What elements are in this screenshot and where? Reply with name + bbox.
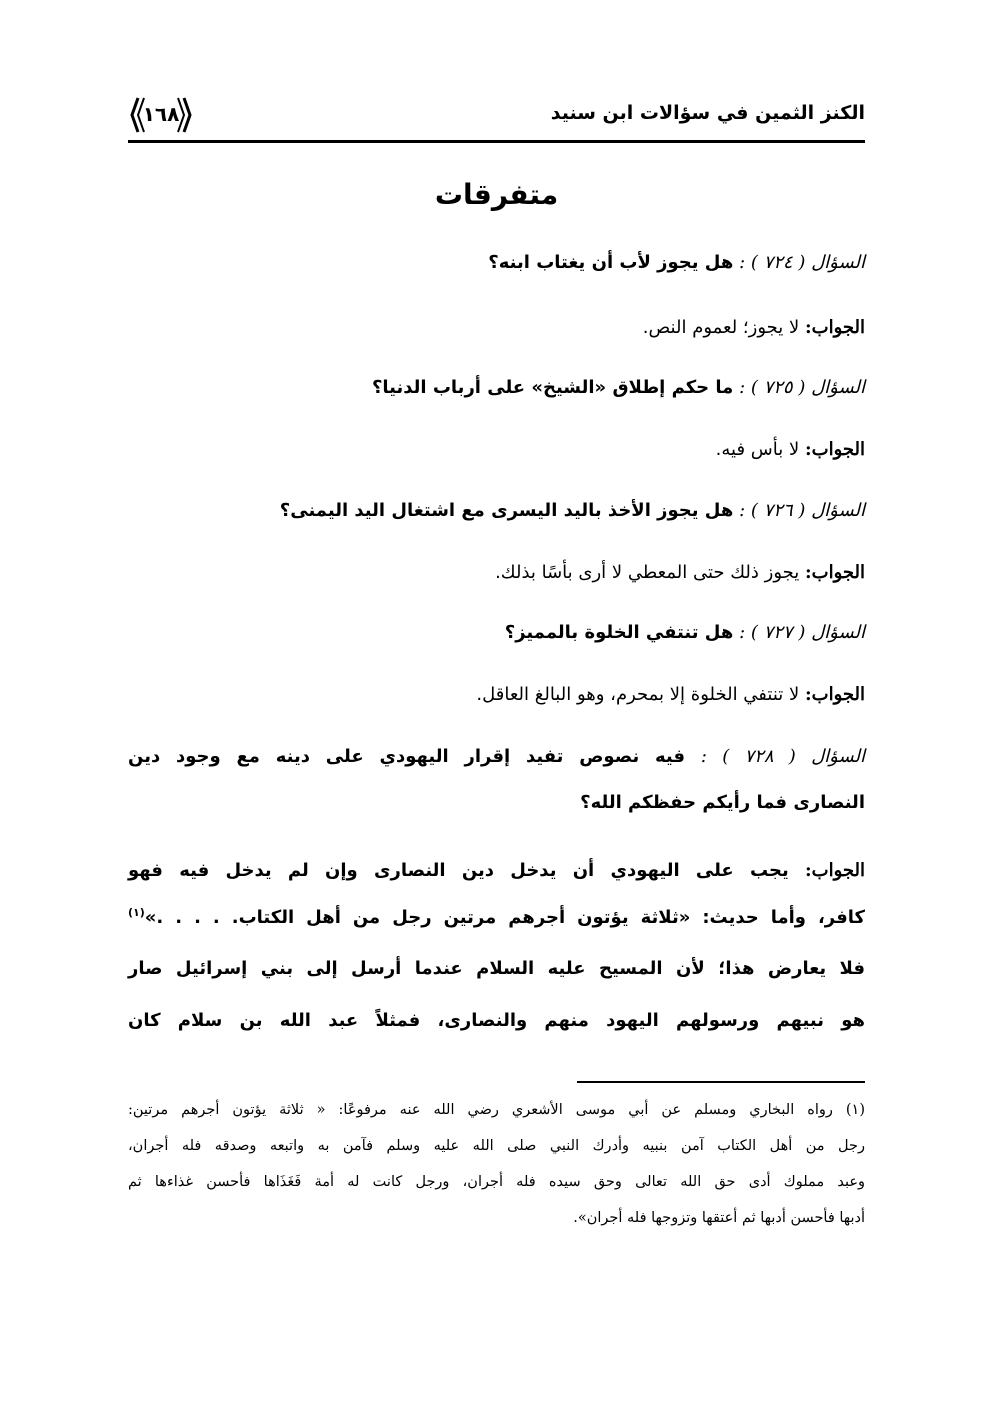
answer-label: الجواب: xyxy=(805,439,865,460)
footnote-line-2: رجل من أهل الكتاب آمن بنبيه وأدرك النبي صلى الله عليه وسلم فآمن به واتبعه وصدقه فله أجران، xyxy=(128,1138,865,1154)
question-label: السؤال ( ٧٢٤ ) : xyxy=(739,252,865,273)
question-725 xyxy=(372,377,865,398)
question-726 xyxy=(280,500,865,521)
answer-label: الجواب: xyxy=(804,860,865,881)
answer-726 xyxy=(495,562,865,583)
question-label: السؤال ( ٧٢٥ ) : xyxy=(739,377,865,398)
question-728-line-1 xyxy=(128,746,865,767)
answer-728-line-3: فلا يعارض هذا؛ لأن المسيح عليه السلام عندما أرسل إلى بني إسرائيل صار xyxy=(128,958,865,979)
answer-727 xyxy=(476,684,865,705)
answer-label: الجواب: xyxy=(805,317,865,338)
answer-label: الجواب: xyxy=(805,684,865,705)
footnote-line-1: (١) رواه البخاري ومسلم عن أبي موسى الأشعري رضي الله عنه مرفوعًا: « ثلاثة يؤتون أجرهم مرتين: xyxy=(128,1102,865,1118)
question-724 xyxy=(488,252,865,273)
section-title: متفرقات xyxy=(434,178,559,211)
footnote-line-4: أدبها فأحسن أدبها ثم أعتقها وتزوجها فله أجران». xyxy=(573,1210,865,1226)
footnote-divider xyxy=(577,1081,865,1083)
answer-728-line-2 xyxy=(128,906,865,928)
footnote-reference[interactable]: (١) xyxy=(128,906,145,919)
page-header xyxy=(128,96,865,140)
question-728-line-2: النصارى فما رأيكم حفظكم الله؟ xyxy=(580,792,865,813)
answer-728-line-1 xyxy=(128,860,865,881)
answer-724 xyxy=(643,317,865,338)
question-727 xyxy=(505,622,865,643)
header-divider xyxy=(128,140,865,143)
answer-text: لا يجوز؛ لعموم النص. xyxy=(642,317,800,338)
footnote-line-3: وعبد مملوك أدى حق الله تعالى وحق سيده فله أجران، ورجل كانت له أمة فَغَذَاها فأحسن غذاءها ثم xyxy=(128,1174,865,1190)
question-text: ما حكم إطلاق «الشيخ» على أرباب الدنيا؟ xyxy=(371,377,734,398)
answer-text: لا تنتفي الخلوة إلا بمحرم، وهو البالغ العاقل. xyxy=(476,684,800,705)
answer-text: كافر، وأما حديث: «ثلاثة يؤتون أجرهم مرتين رجل من أهل الكتاب. . . . .» xyxy=(144,907,865,928)
answer-text: يجوز ذلك حتى المعطي لا أرى بأسًا بذلك. xyxy=(495,562,800,583)
question-label: السؤال ( ٧٢٦ ) : xyxy=(739,500,865,521)
answer-728-line-4: هو نبيهم ورسولهم اليهود منهم والنصارى، فمثلاً عبد الله بن سلام كان xyxy=(128,1010,865,1031)
answer-text: لا بأس فيه. xyxy=(715,439,800,460)
question-text: هل تنتفي الخلوة بالمميز؟ xyxy=(504,622,734,643)
question-label: السؤال ( ٧٢٧ ) : xyxy=(739,622,865,643)
book-title: الكنز الثمين في سؤالات ابن سنيد xyxy=(550,102,865,124)
question-label: السؤال ( ٧٢٨ ) : xyxy=(700,746,866,767)
question-text: هل يجوز لأب أن يغتاب ابنه؟ xyxy=(488,252,734,273)
answer-text: يجب على اليهودي أن يدخل دين النصارى وإن لم يدخل فيه فهو xyxy=(128,860,789,881)
question-text: فيه نصوص تفيد إقرار اليهودي على دينه مع وجود دين xyxy=(128,746,686,767)
page-number: ١٦٨ xyxy=(142,102,180,126)
question-text: هل يجوز الأخذ باليد اليسرى مع اشتغال اليد اليمنى؟ xyxy=(279,500,734,521)
page-number-badge xyxy=(128,96,194,134)
answer-725 xyxy=(716,439,865,460)
answer-label: الجواب: xyxy=(805,562,865,583)
